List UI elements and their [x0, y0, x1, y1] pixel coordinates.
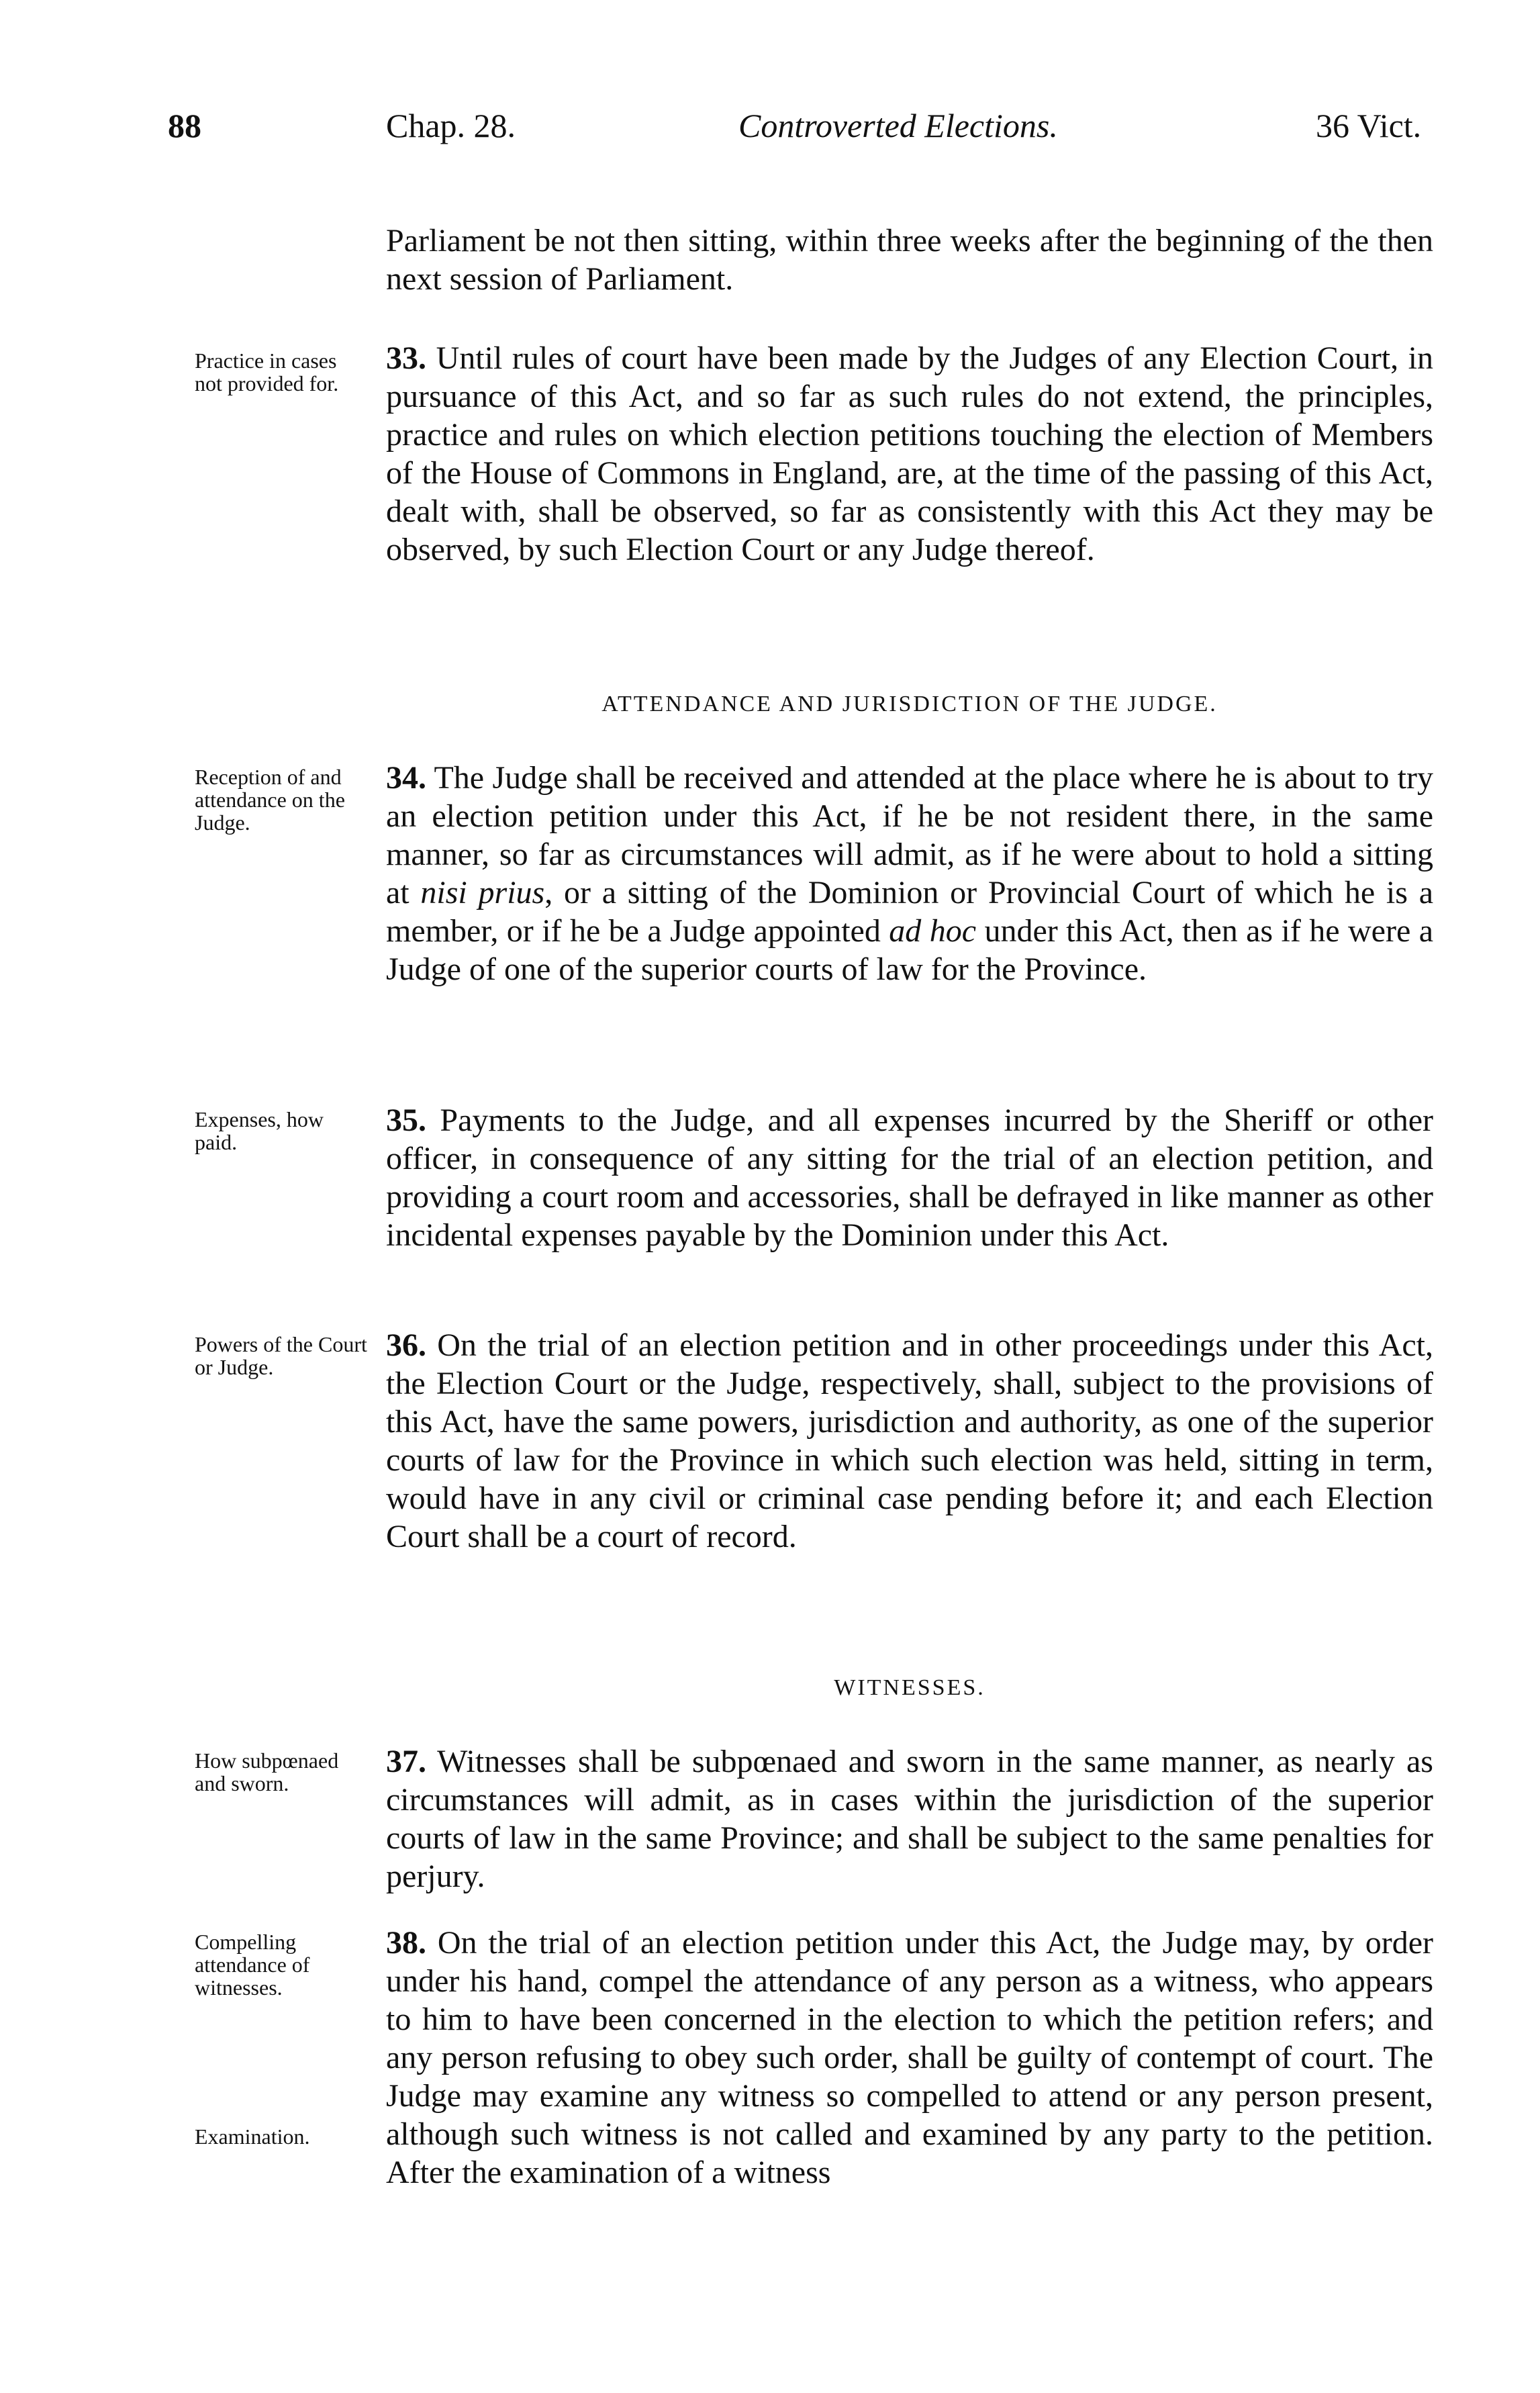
section-34 [386, 759, 1433, 988]
section-text: On the trial of an election petition under this Act, the Judge may, by order under his hand, compel the attendance of any person as a witness, who appears to him to have been concerned in the election to which the petition refers; and any person refusing to obey such order, shall be guilty of contempt of court. The Judge may examine any witness so compelled to attend or any person present, although such witness is not called and examined by any party to the petition. After the examination of a witness [386, 1925, 1433, 2190]
chapter-label: Chap. 28. [386, 107, 516, 144]
section-text-part: under this Act, then as if he were a Judge of one of the superior courts of law for the Province. [386, 913, 1434, 987]
margin-note-36: Powers of the Court or Judge. [195, 1332, 367, 1379]
section-38 [386, 1924, 1433, 2192]
section-number: 38. [386, 1925, 426, 1961]
section-36 [386, 1326, 1433, 1556]
section-number: 35. [386, 1102, 426, 1138]
section-text: Payments to the Judge, and all expenses incurred by the Sheriff or other officer, in consequence of any sitting for the trial of an election petition, and providing a court room and accessories, shall be defrayed in like manner as other incidental expenses payable by the Dominion under this Act. [386, 1102, 1433, 1253]
section-35 [386, 1101, 1433, 1254]
section-text: Witnesses shall be subpœnaed and sworn in the same manner, as nearly as circumstances will admit, as in cases within the jurisdiction of the superior courts of law in the same Province; and shall be subject to the same penalties for perjury. [386, 1744, 1433, 1894]
page-number: 88 [168, 107, 201, 144]
section-text-part: , or a sitting of the Dominion or Provincial Court of which he is a member, or if he be a Judge appointed [386, 875, 1434, 949]
section-number: 33. [386, 340, 426, 376]
margin-note-34: Reception of and attendance on the Judge. [195, 765, 345, 835]
section-33 [386, 339, 1433, 569]
section-number: 37. [386, 1744, 426, 1779]
regnal-year: 36 Vict. [1316, 107, 1422, 144]
margin-note-33: Practice in cases not provided for. [195, 348, 339, 395]
continuation-paragraph: Parliament be not then sitting, within three weeks after the beginning of the then next session of Parliament. [386, 223, 1433, 297]
running-title: Controverted Elections. [738, 107, 1058, 144]
heading-attendance: ATTENDANCE AND JURISDICTION OF THE JUDGE. [601, 692, 1218, 716]
heading-witnesses: WITNESSES. [834, 1675, 985, 1700]
margin-note-37: How subpœnaed and sworn. [195, 1748, 339, 1795]
margin-note-38: Compelling attendance of witnesses. [195, 1930, 310, 2000]
italic-phrase: nisi prius [420, 875, 545, 910]
margin-note-examination: Examination. [195, 2124, 310, 2149]
section-text: On the trial of an election petition and in other proceedings under this Act, the Election Court or the Judge, respectively, shall, subject to the provisions of this Act, have the same powers, jurisdiction and authority, as one of the superior courts of law for the Province in which such election was held, sitting in term, would have in any civil or criminal case pending before it; and each Election Court shall be a court of record. [386, 1327, 1433, 1554]
section-text-part: The Judge shall be received and attended at the place where he is about to try an election petition under this Act, if he be not resident there, in the same manner, so far as circumstances will admit, as if he were about to hold a sitting at [386, 760, 1434, 910]
section-number: 34. [386, 760, 426, 796]
running-header [0, 106, 1540, 167]
section-number: 36. [386, 1327, 426, 1363]
margin-note-35: Expenses, how paid. [195, 1107, 324, 1154]
italic-phrase: ad hoc [889, 913, 977, 949]
section-37 [386, 1742, 1433, 1895]
section-text: Until rules of court have been made by the Judges of any Election Court, in pursuance of this Act, and so far as such rules do not extend, the principles, practice and rules on which election petitions touching the election of Members of the House of Commons in England, are, at the time of the passing of this Act, dealt with, shall be observed, so far as consistently with this Act they may be observed, by such Election Court or any Judge thereof. [386, 340, 1434, 567]
